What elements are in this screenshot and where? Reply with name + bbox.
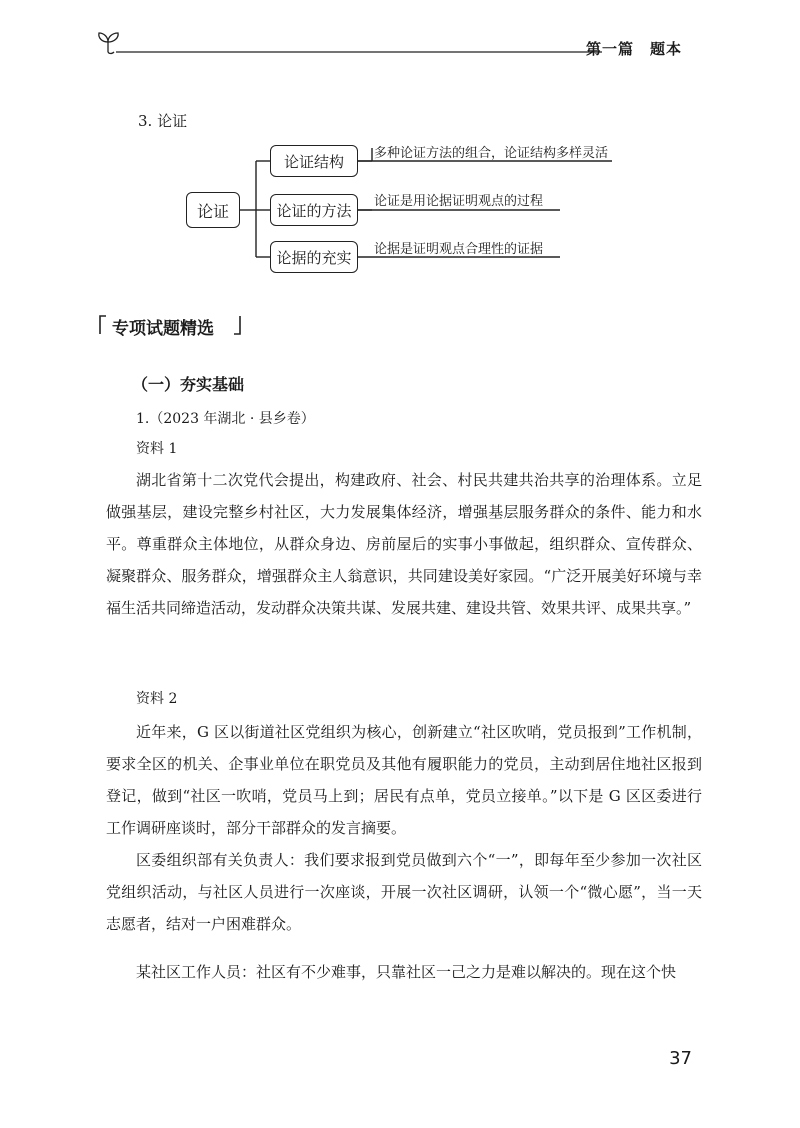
bracket-right-icon (232, 314, 242, 336)
bracket-left-icon (98, 314, 108, 336)
material-2-label: 资料 2 (136, 691, 178, 707)
question-source: 1.（2023 年湖北 · 县乡卷） (136, 411, 315, 427)
page-number: 37 (669, 1048, 692, 1069)
subsection-heading: （一）夯实基础 (132, 375, 245, 394)
mindmap-desc-method: 论证是用论据证明观点的过程 (374, 194, 544, 209)
material-1-paragraph: 湖北省第十二次党代会提出，构建政府、社会、村民共建共治共享的治理体系。立足做强基层，建设完整乡村社区，大力发展集体经济，增强基层服务群众的条件、能力和水平。尊重群众主体地位，从群众身边、房前屋后的实事小事做起，组织群众、宣传群众、凝聚群众、服务群众，增强群众主人翁意识，共同建设美好家园。“广泛开展美好环境与幸福生活共同缔造活动，发动群众决策共谋、发展共建、建设共管、效果共评、成果共享。” (106, 471, 702, 617)
section-title: 3. 论证 (138, 112, 188, 130)
topic-heading: 专项试题精选 (112, 319, 214, 339)
material-2-paragraph-1: 近年来，G 区以街道社区党组织为核心，创新建立“社区吹哨，党员报到”工作机制，要求全区的机关、企事业单位在职党员及其他有履职能力的党员，主动到居住地社区报到登记，做到“社区一吹哨，党员马上到；居民有点单，党员立接单。”以下是 G 区区委进行工作调研座谈时，部分干部群众的发言摘要。 (106, 723, 702, 837)
material-2-paragraph-3: 某社区工作人员：社区有不少难事，只靠社区一己之力是难以解决的。现在这个快 (136, 963, 677, 981)
mindmap-desc-evidence: 论据是证明观点合理性的证据 (374, 242, 544, 257)
mindmap-desc-structure: 多种论证方法的组合，论证结构多样灵活 (374, 146, 609, 161)
material-1-label: 资料 1 (136, 441, 178, 457)
mindmap-node-structure: 论证结构 (270, 145, 358, 177)
mindmap-root: 论证 (186, 192, 240, 228)
header-title: 第一篇 题本 (585, 40, 682, 58)
mindmap-node-method: 论证的方法 (270, 194, 358, 226)
material-2-paragraph-2: 区委组织部有关负责人：我们要求报到党员做到六个“一”，即每年至少参加一次社区党组织活动，与社区人员进行一次座谈，开展一次社区调研，认领一个“微心愿”，当一天志愿者，结对一户困难群众。 (106, 851, 702, 933)
mindmap-node-evidence: 论据的充实 (270, 241, 358, 273)
